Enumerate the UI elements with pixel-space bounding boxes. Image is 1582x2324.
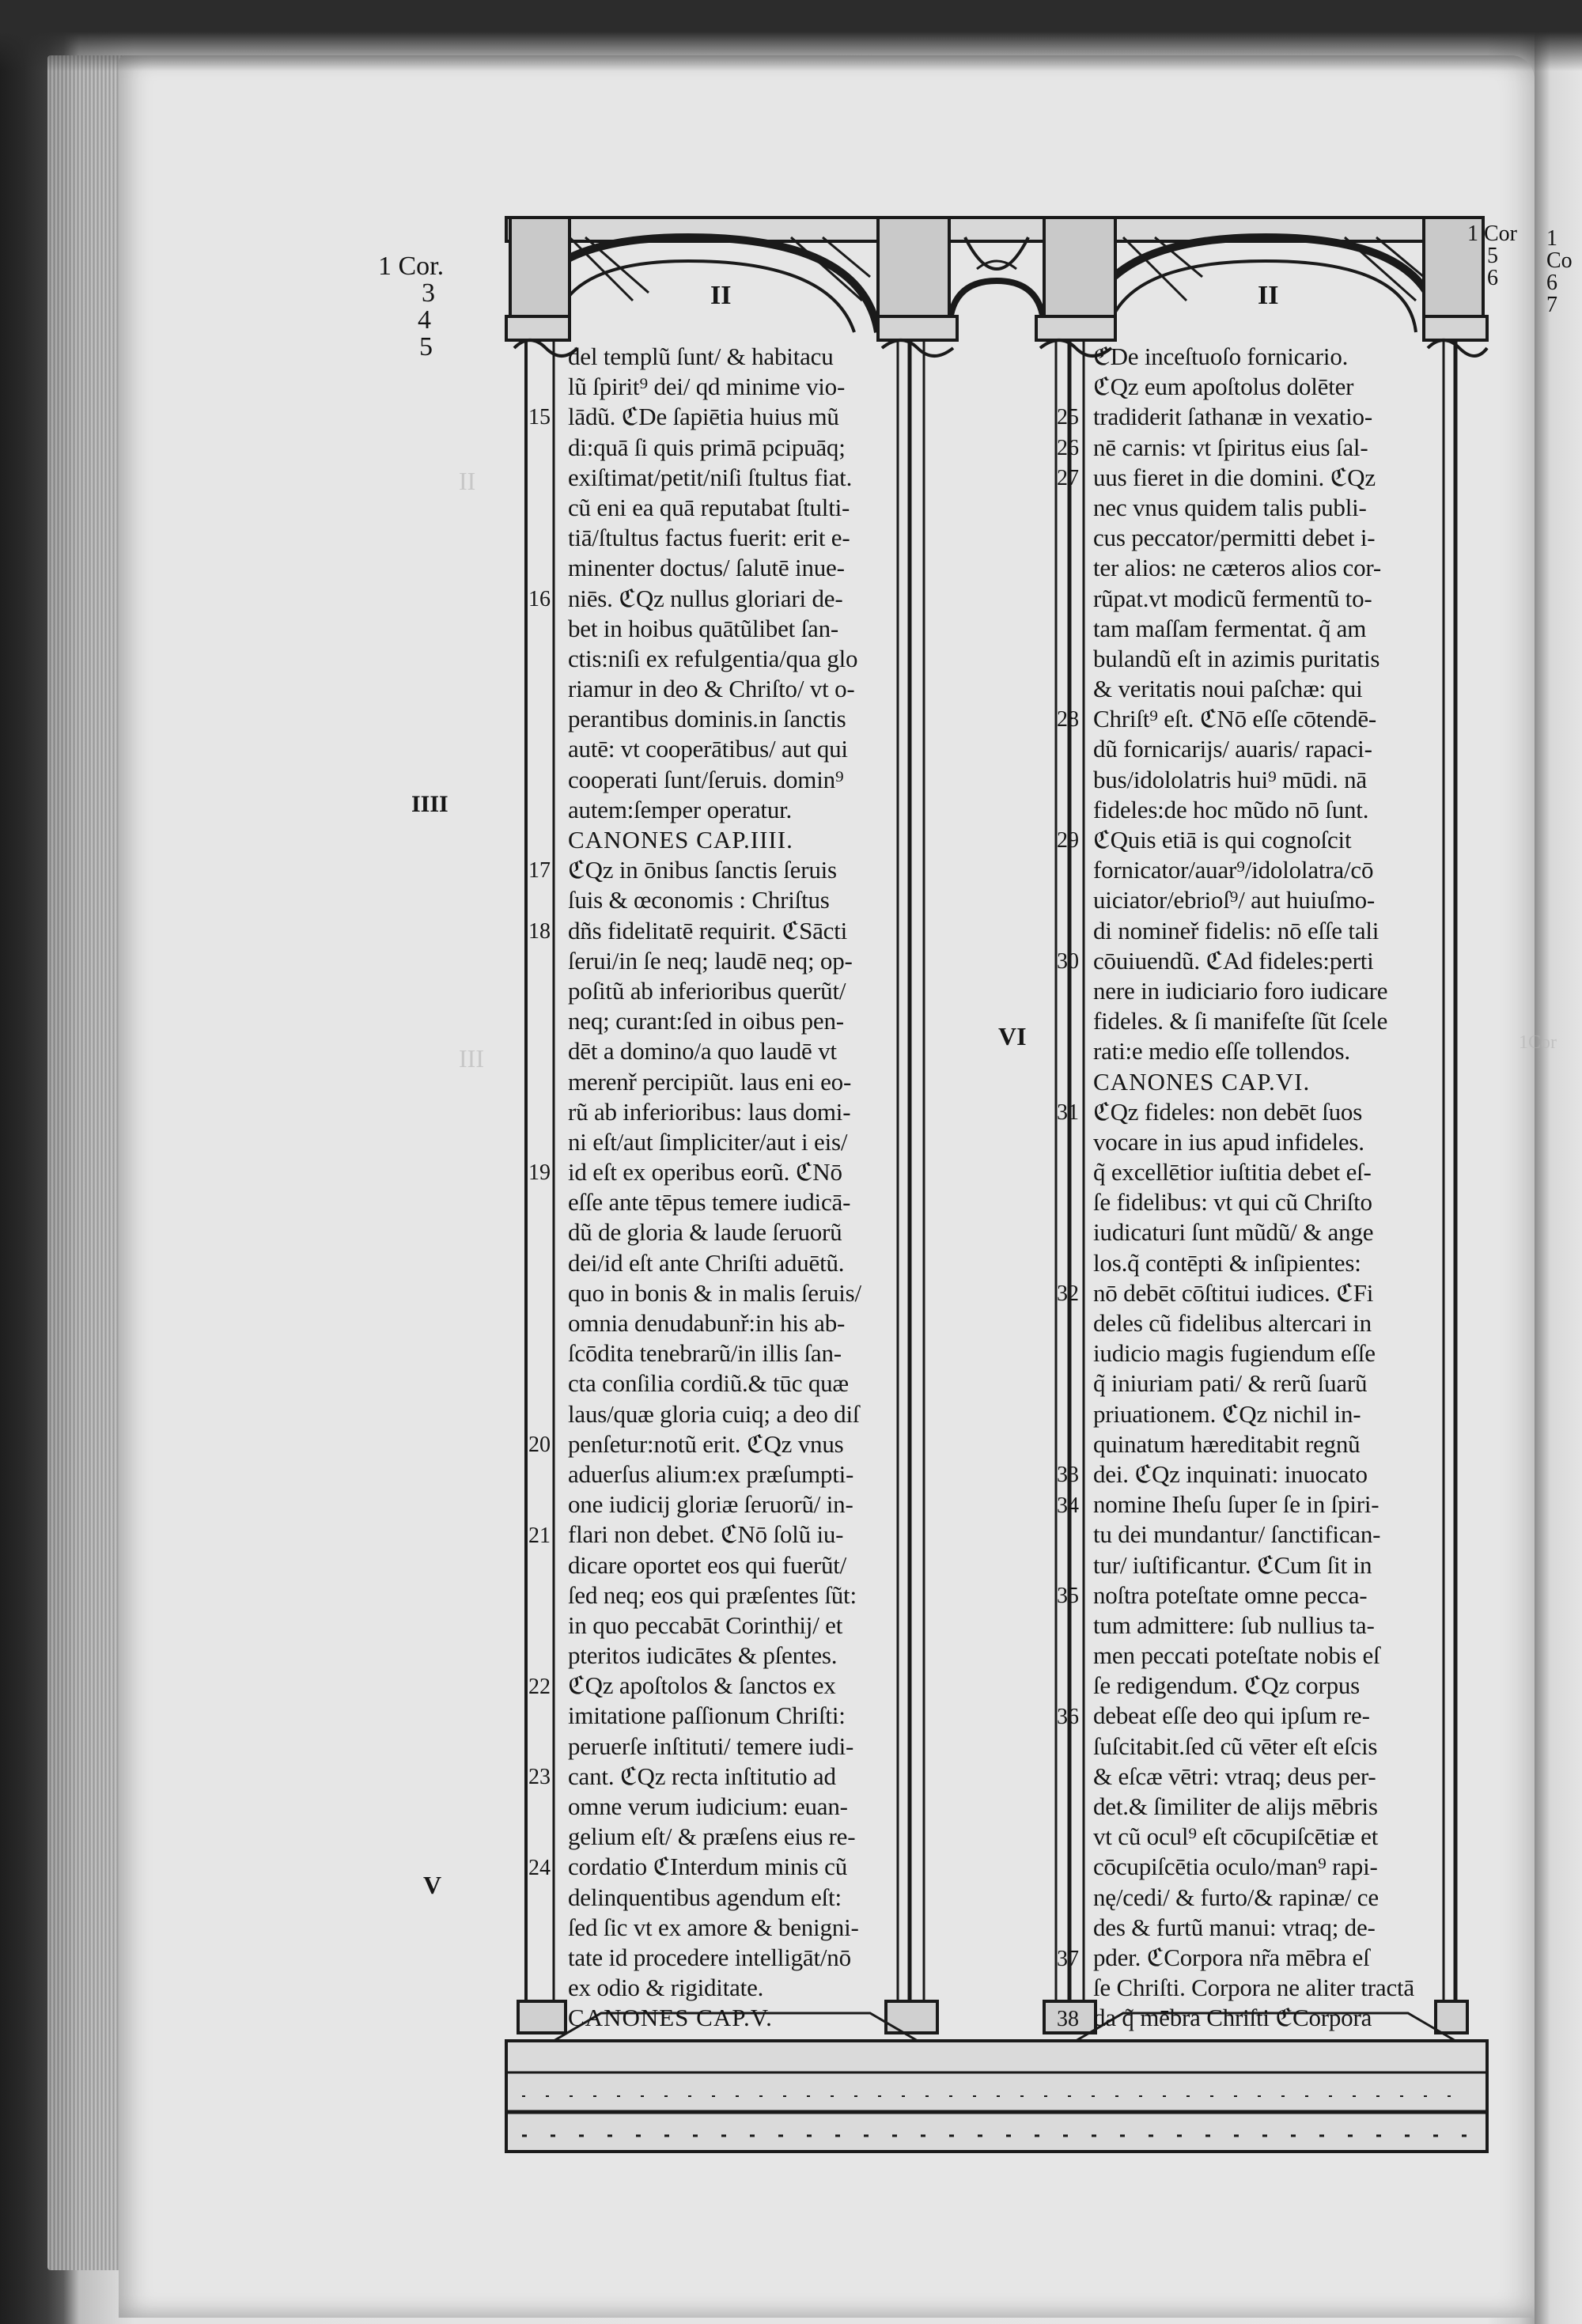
text-line: pteritos iudicātes & pſentes.	[568, 1641, 838, 1670]
text-line: id eſt ex operibus eorũ. ℭNō	[568, 1158, 842, 1187]
show-through-text: 1Cor	[1519, 1032, 1557, 1053]
text-line: di:quā ſi quis primā pcipuāq;	[568, 433, 846, 461]
text-line: dēt a domino/a quo laudē vt	[568, 1037, 837, 1065]
show-through-text: III	[459, 1044, 484, 1073]
text-line: pder. ℭCorpora nr̃a mēbra eſ	[1093, 1943, 1370, 1971]
right-text-column	[1093, 342, 1441, 2034]
chapter-heading: CANONES CAP.V.	[568, 2004, 773, 2032]
text-line: cus peccator/permitti debet i-	[1093, 524, 1376, 552]
text-line: ni eſt/aut ſimpliciter/aut i eis/	[568, 1127, 848, 1156]
text-line: ſe redigendum. ℭQz corpus	[1093, 1671, 1361, 1700]
text-line: ℭDe inceſtuoſo fornicario.	[1093, 343, 1349, 370]
text-line: del templũ ſunt/ & habitacu	[568, 343, 834, 370]
text-line: riamur in deo & Chriſto/ vt o-	[568, 675, 855, 703]
verse-number: 27	[1057, 465, 1079, 490]
verse-number: 28	[1057, 707, 1079, 732]
text-line: vt cũ ocul⁹ eſt cōcupiſcētiæ et	[1093, 1822, 1379, 1851]
chapter-heading: CANONES CAP.VI.	[1093, 1067, 1311, 1096]
text-line: des & furtũ manui: vtraq; de-	[1093, 1913, 1376, 1941]
verse-number: 32	[1057, 1281, 1079, 1307]
margin-ref-num: 7	[1546, 293, 1557, 317]
margin-ref-num: 4	[418, 305, 431, 335]
text-line: dicare oportet eos qui fuerũt/	[568, 1550, 847, 1579]
text-line: ℭQz apoſtolos & ſanctos ex	[568, 1671, 836, 1700]
text-line: q̃ iniuriam pati/ & rerũ ſuarũ	[1093, 1369, 1368, 1398]
text-line: da q̃ mēbra Chriſti ℭCorpora	[1093, 2004, 1372, 2032]
text-line: iudicaturi ſunt mũdũ/ & ange	[1093, 1218, 1374, 1247]
text-line: quinatum hæreditabit regnũ	[1093, 1429, 1361, 1458]
text-line: det.& ſimiliter de alijs mēbris	[1093, 1792, 1378, 1820]
text-line: dei. ℭQz inquinati: inuocato	[1093, 1459, 1368, 1488]
text-line: dũ de gloria & laude ſeruorũ	[568, 1218, 842, 1247]
margin-ref-num: 6	[1546, 271, 1557, 295]
margin-ref-num: 3	[422, 278, 435, 308]
show-through-text: II	[459, 467, 476, 495]
text-line: tu dei mundantur/ ſanctifican-	[1093, 1520, 1381, 1549]
text-line: neq; curant:ſed in oibus pen-	[568, 1007, 844, 1035]
text-line: ſuis & œconomis : Chriſtus	[568, 886, 830, 914]
text-line: tur/ iuſtificantur. ℭCum ſit in	[1093, 1550, 1372, 1579]
verse-number: 24	[528, 1856, 551, 1880]
chapter-marker-iiii: IIII	[411, 791, 448, 817]
text-line: merenř percipiũt. laus eni eo-	[568, 1067, 852, 1096]
text-line: fideles:de hoc mũdo nō ſunt.	[1093, 795, 1369, 823]
text-line: nec vnus quidem talis publi-	[1093, 493, 1367, 521]
text-line: priuationem. ℭQz nichil in-	[1093, 1399, 1361, 1428]
text-line: ſe fidelibus: vt qui cũ Chriſto	[1093, 1188, 1372, 1217]
text-line: cũ eni ea quā reputabat ſtulti-	[568, 493, 850, 521]
chapter-heading: CANONES CAP.IIII.	[568, 826, 793, 854]
text-line: nę/cedi/ & furto/& rapinæ/ ce	[1093, 1883, 1379, 1911]
text-line: ℭQz eum apoſtolus dolēter	[1093, 373, 1354, 401]
text-line: bus/idololatris hui⁹ mūdi. nā	[1093, 765, 1367, 793]
verse-number: 34	[1057, 1493, 1079, 1518]
text-line: bet in hoibus quātũlibet ſan-	[568, 614, 839, 642]
text-line: delinquentibus agendum eſt:	[568, 1883, 842, 1911]
text-line: flari non debet. ℭNō ſolũ iu-	[568, 1520, 844, 1549]
text-line: fornicator/auar⁹/idololatra/cō	[1093, 856, 1374, 884]
text-line: deles cũ fidelibus altercari in	[1093, 1309, 1372, 1337]
text-line: ſed neq; eos qui præſentes ſũt:	[568, 1580, 857, 1609]
verse-number: 25	[1057, 405, 1079, 430]
text-line: aduerſus alium:ex præſumpti-	[568, 1459, 854, 1488]
verse-number: 20	[528, 1433, 551, 1458]
text-line: omne verum iudicium: euan-	[568, 1792, 848, 1820]
text-line: autē: vt cooperātibus/ aut qui	[568, 735, 848, 763]
text-line: ſerui/in ſe neq; laudē neq; op-	[568, 946, 853, 975]
text-line: one iudicij gloriæ ſeruorũ/ in-	[568, 1490, 853, 1519]
text-line: nomine Iheſu ſuper ſe in ſpiri-	[1093, 1490, 1380, 1519]
column-header-left: II	[710, 281, 732, 310]
verse-number: 33	[1057, 1463, 1079, 1488]
text-line: quo in bonis & in malis ſeruis/	[568, 1278, 861, 1307]
text-line: cta conſilia cordiũ.& tūc quæ	[568, 1369, 849, 1398]
text-line: imitatione paſſionum Chriſti:	[568, 1701, 846, 1730]
text-line: peruerſe inſtituti/ temere iudi-	[568, 1732, 854, 1760]
margin-ref-num: 5	[1487, 244, 1498, 268]
verse-number: 36	[1057, 1705, 1079, 1729]
text-line: tate id procedere intelligāt/nō	[568, 1943, 851, 1971]
margin-reference-right	[1467, 223, 1517, 290]
text-line: autem:ſemper operatur.	[568, 795, 793, 823]
text-line: laus/quæ gloria cuiq; a deo diſ	[568, 1399, 860, 1428]
text-line: dũ fornicarijs/ auaris/ rapaci-	[1093, 735, 1372, 763]
verse-number: 29	[1057, 828, 1079, 854]
text-line: lũ ſpirit⁹ dei/ qd minime vio-	[568, 373, 846, 401]
text-line: ter alios: ne cæteros alios cor-	[1093, 554, 1381, 582]
text-line: rũpat.vt modicũ fermentũ to-	[1093, 584, 1372, 612]
text-line: cōcupiſcētia oculo/man⁹ rapi-	[1093, 1853, 1378, 1881]
verse-number: 35	[1057, 1584, 1079, 1609]
verse-number: 19	[528, 1160, 551, 1186]
text-line: iudicio magis fugiendum eſſe	[1093, 1339, 1376, 1368]
text-line: di nomineř fidelis: nō eſſe tali	[1093, 916, 1380, 944]
verse-number: 26	[1057, 435, 1079, 460]
text-line: minenter doctus/ ſalutē inue-	[568, 554, 845, 582]
text-line: & veritatis noui paſchæ: qui	[1093, 675, 1363, 703]
text-line: cooperati ſunt/ſeruis. domin⁹	[568, 765, 844, 793]
verse-number: 15	[528, 405, 551, 430]
text-line: niēs. ℭQz nullus gloriari de-	[568, 584, 843, 612]
text-line: ſuſcitabit.ſed cũ vēter eſt eſcis	[1093, 1732, 1378, 1760]
text-line: rati:e medio eſſe tollendos.	[1093, 1037, 1350, 1065]
verse-number: 37	[1057, 1946, 1079, 1971]
verse-number: 31	[1057, 1100, 1079, 1125]
verse-number: 18	[528, 918, 551, 944]
verse-number: 38	[1057, 2007, 1079, 2031]
text-line: uus fieret in die domini. ℭQz	[1093, 463, 1376, 491]
text-line: tradiderit ſathanæ in vexatio-	[1093, 403, 1372, 431]
left-text-column	[568, 342, 892, 2034]
text-line: lādũ. ℭDe ſapiētia huius mũ	[568, 403, 839, 431]
text-line: vocare in ius apud infideles.	[1093, 1127, 1364, 1156]
margin-ref-num: 6	[1487, 266, 1498, 290]
text-line: cordatio ℭInterdum minis cũ	[568, 1853, 848, 1881]
margin-ref-num: 5	[419, 332, 433, 361]
text-line: penſetur:notũ erit. ℭQz vnus	[568, 1429, 844, 1458]
text-line: omnia denudabunř:in his ab-	[568, 1309, 846, 1337]
text-line: nō debēt cōſtitui iudices. ℭFi	[1093, 1278, 1374, 1307]
verse-number: 30	[1057, 949, 1079, 974]
text-line: in quo peccabāt Corinthij/ et	[568, 1611, 843, 1639]
verse-number: 16	[528, 586, 551, 611]
text-line: q̃ excellētior iuſtitia debet eſ-	[1093, 1158, 1372, 1187]
text-line: ſed ſic vt ex amore & benigni-	[568, 1913, 859, 1941]
text-line: tiā/ſtultus factus fuerit: erit e-	[568, 524, 850, 552]
column-header-right: II	[1258, 281, 1279, 310]
text-line: nere in iudiciario foro iudicare	[1093, 976, 1388, 1005]
text-line: cōuiuendũ. ℭAd fideles:perti	[1093, 946, 1374, 975]
text-line: uiciator/ebrioſ⁹/ aut huiuſmo-	[1093, 886, 1376, 914]
text-line: & eſcæ vētri: vtraq; deus per-	[1093, 1762, 1376, 1790]
text-line: cant. ℭQz recta inſtitutio ad	[568, 1762, 836, 1790]
text-line: exiſtimat/petit/niſi ſtultus fiat.	[568, 463, 853, 491]
verse-number: 22	[528, 1674, 551, 1699]
text-line: noſtra poteſtate omne pecca-	[1093, 1580, 1368, 1609]
text-line: men peccati poteſtate nobis eſ	[1093, 1641, 1380, 1670]
text-line: ℭQuis etiā is qui cognoſcit	[1093, 826, 1352, 854]
text-line: gelium eſt/ & præſens eius re-	[568, 1822, 856, 1851]
margin-ref-book: 1 Cor.	[378, 252, 445, 281]
verse-number: 17	[528, 858, 551, 884]
text-line: ℭQz fideles: non debēt ſuos	[1093, 1097, 1363, 1126]
text-line: rũ ab inferioribus: laus domi-	[568, 1097, 851, 1126]
margin-ref-book: 1 Cor	[1467, 221, 1517, 246]
text-line: los.q̃ contēpti & inſipientes:	[1093, 1248, 1361, 1277]
margin-reference-left	[378, 253, 444, 361]
text-line: ex odio & rigiditate.	[568, 1974, 764, 2002]
chapter-marker-v: V	[423, 1871, 442, 1899]
text-line: bulandũ eſt in azimis puritatis	[1093, 644, 1380, 672]
margin-reference-far-right	[1546, 228, 1582, 316]
text-line: dei/id eſt ante Chriſti aduētũ.	[568, 1248, 845, 1277]
margin-ref-book: 1 Co	[1546, 226, 1573, 273]
text-line: ctis:niſi ex refulgentia/qua glo	[568, 644, 858, 672]
text-line: dñs fidelitatē requirit. ℭSācti	[568, 916, 848, 944]
verse-number: 23	[528, 1765, 551, 1790]
chapter-marker-vi: VI	[998, 1022, 1027, 1050]
text-line: tum admittere: ſub nullius ta-	[1093, 1611, 1375, 1639]
text-line: debeat eſſe deo qui ipſum re-	[1093, 1701, 1370, 1730]
text-line: eſſe ante tēpus temere iudicā-	[568, 1188, 851, 1217]
text-line: ℭQz in ōnibus ſanctis ſeruis	[568, 856, 837, 884]
text-line: ſe Chriſti. Corpora ne aliter tractā	[1093, 1974, 1414, 2002]
text-line: tam maſſam fermentat. q̃ am	[1093, 614, 1367, 642]
text-line: poſitũ ab inferioribus querũt/	[568, 976, 846, 1005]
text-line: ſcōdita tenebrarũ/in illis ſan-	[568, 1339, 842, 1368]
text-line: perantibus dominis.in ſanctis	[568, 705, 846, 733]
text-line: nē carnis: vt ſpiritus eius ſal-	[1093, 433, 1368, 461]
text-line: Chriſt⁹ eſt. ℭNō eſſe cōtendē-	[1093, 705, 1377, 733]
text-line: fideles. & ſi manifeſte ſũt ſcele	[1093, 1007, 1388, 1035]
verse-number: 21	[528, 1523, 551, 1548]
